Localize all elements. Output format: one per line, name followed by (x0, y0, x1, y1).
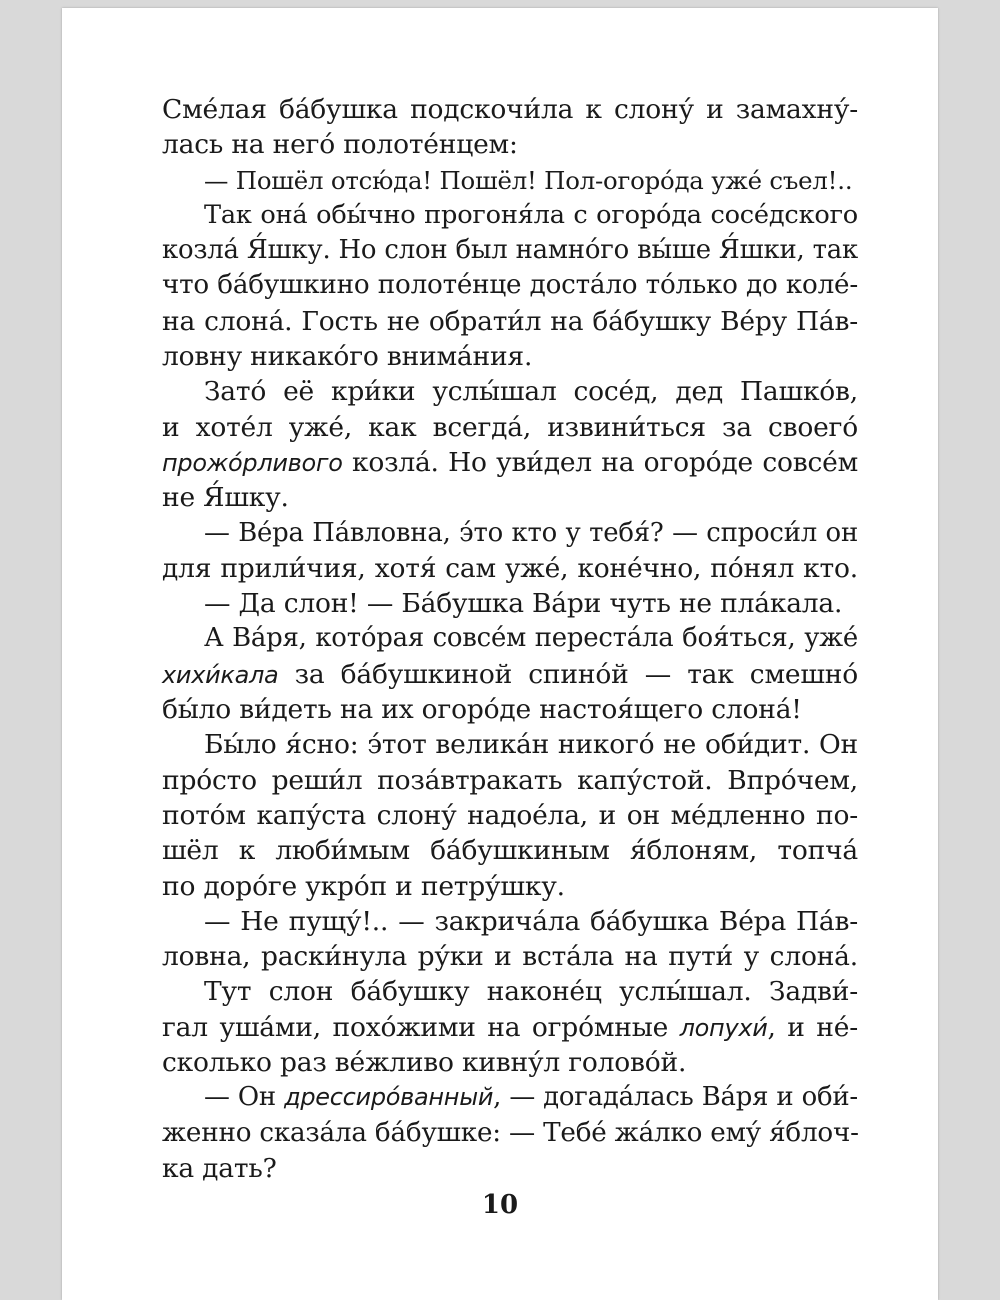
text-line (162, 798, 858, 833)
line-text: на слона́. Гость не обрати́л на ба́бушку Ве́ру Па́в- (162, 305, 858, 337)
line-text: и хоте́л уже́, как всегда́, извини́ться за своего́ (162, 411, 858, 443)
text-line (162, 233, 858, 268)
line-text: Зато́ её кри́ки услы́шал сосе́д, дед Пашко́в, (204, 376, 858, 408)
line-text: Тут слон ба́бушку наконе́ц услы́шал. Задви́- (204, 976, 858, 1008)
line-text: козла́ Я́шку. Но слон был намно́го вы́ше Я́шки, так (162, 235, 858, 266)
text-line (162, 163, 858, 198)
line-text: женно сказа́ла ба́бушке: — Тебе́ жа́лко ему́ я́блоч- (162, 1117, 859, 1148)
line-text: Так она́ обы́чно прогоня́ла с огоро́да сосе́дского (204, 199, 858, 230)
line-text: лась на него́ полоте́нцем: (162, 129, 518, 161)
line-text: за ба́бушкиной спино́й — так смешно́ (278, 658, 858, 690)
text-line (162, 1080, 858, 1115)
italic-term: лопухи́ (679, 1013, 768, 1042)
text-line (162, 727, 858, 762)
text-line (162, 869, 858, 904)
text-line (162, 92, 858, 127)
book-page (62, 8, 938, 1300)
page-number: 10 (481, 1190, 519, 1220)
text-line (162, 1116, 858, 1151)
text-line (162, 480, 858, 515)
text-line (162, 1045, 858, 1080)
text-line (162, 974, 858, 1009)
line-text: — Ве́ра Па́вловна, э́то кто у тебя́? — спроси́л он (204, 517, 858, 548)
text-line (162, 939, 858, 974)
text-line (162, 833, 858, 868)
line-text: бы́ло ви́деть на их огоро́де настоя́щего слона́! (162, 694, 802, 726)
text-line (162, 621, 858, 656)
line-text: козла́. Но уви́дел на огоро́де совсе́м (342, 446, 858, 478)
text-line (162, 198, 858, 233)
line-text: про́сто реши́л поза́втракать капу́стой. Впро́чем, (162, 764, 858, 796)
text-line (162, 692, 858, 727)
text-line (162, 1151, 858, 1186)
line-text: ловну никако́го внима́ния. (162, 341, 533, 373)
page-text (162, 92, 858, 1186)
italic-term: дрессиро́ванный (284, 1083, 494, 1112)
line-text: Сме́лая ба́бушка подскочи́ла к слону́ и замахну́- (162, 94, 858, 125)
line-text: пото́м капу́ста слону́ надое́ла, и он ме́дленно по- (162, 799, 858, 831)
line-text: , — догада́лась Ва́ря и оби́- (493, 1082, 858, 1113)
line-text: — Не пущу́!.. — закрича́ла ба́бушка Ве́ра Па́в- (204, 905, 858, 937)
text-line (162, 763, 858, 798)
italic-term: прожо́рливого (162, 448, 343, 477)
text-line (162, 410, 858, 445)
line-text: Бы́ло я́сно: э́тот велика́н никого́ не оби́дит. Он (204, 729, 858, 761)
line-text: что ба́бушкино полоте́нце доста́ло то́лько до коле́- (162, 270, 858, 301)
line-text: ловна, раски́нула ру́ки и вста́ла на пути́ у слона́. (162, 941, 858, 973)
line-text: ка дать? (162, 1152, 277, 1184)
line-text: , и не́- (767, 1011, 858, 1043)
text-line (162, 516, 858, 551)
line-text: не Я́шку. (162, 482, 289, 514)
line-text: сколько раз ве́жливо кивну́л голово́й. (162, 1047, 687, 1079)
line-text: для прили́чия, хотя́ сам уже́, коне́чно, по́нял кто. (162, 552, 858, 584)
text-line (162, 904, 858, 939)
text-line (162, 268, 858, 303)
text-line (162, 586, 858, 621)
text-line (162, 551, 858, 586)
line-text: по доро́ге укро́п и петру́шку. (162, 870, 565, 902)
text-line (162, 374, 858, 409)
line-text: шёл к люби́мым ба́бушкиным я́блоням, топча́ (162, 835, 858, 867)
text-line (162, 339, 858, 374)
line-text: — Да слон! — Ба́бушка Ва́ри чуть не пла́кала. (204, 588, 843, 620)
text-line (162, 127, 858, 162)
line-text: А Ва́ря, кото́рая совсе́м переста́ла боя́ться, уже́ (204, 623, 858, 654)
line-text: — Пошёл отсю́да! Пошёл! Пол-огоро́да уже́ съел!.. (204, 165, 853, 195)
text-line (162, 657, 858, 692)
italic-term: хихи́кала (162, 660, 279, 689)
text-line (162, 1010, 858, 1045)
line-text: гал уша́ми, похо́жими на огро́мные (162, 1011, 680, 1043)
text-line (162, 445, 858, 480)
line-text: — Он (204, 1082, 285, 1113)
text-line (162, 304, 858, 339)
